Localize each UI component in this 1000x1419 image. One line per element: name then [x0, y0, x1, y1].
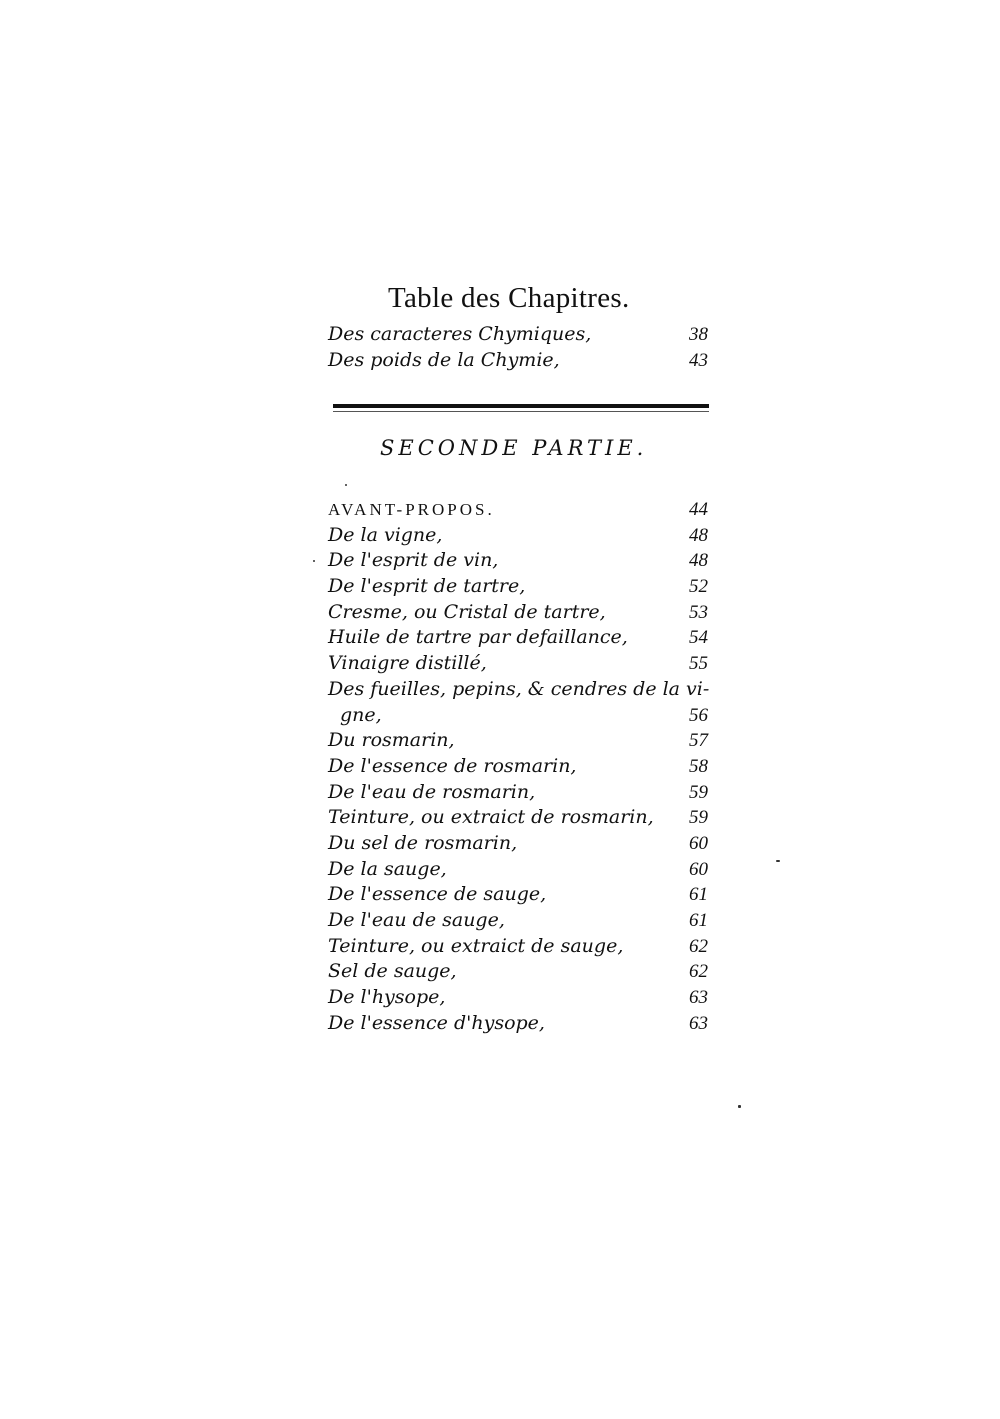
toc-entry-page: 52: [689, 576, 708, 598]
toc-entry-page: 54: [689, 627, 708, 649]
table-of-contents: [328, 497, 716, 1036]
toc-entry-page: 48: [689, 550, 708, 572]
toc-entry-page: 53: [689, 601, 708, 623]
toc-entry: [328, 1011, 716, 1037]
toc-entry-title: De l'eau de rosmarin,: [328, 780, 536, 803]
toc-entry-title: De l'esprit de vin,: [328, 549, 499, 572]
toc-entry: [328, 934, 716, 960]
toc-entry-page: 60: [689, 832, 708, 854]
toc-entry-page: 60: [689, 858, 708, 880]
toc-entry-page: 61: [689, 884, 708, 906]
toc-entry: [328, 625, 716, 651]
toc-entry-page: 62: [689, 935, 708, 957]
toc-entry: [328, 651, 716, 677]
toc-entry-title: AVANT-PROPOS.: [328, 500, 495, 519]
toc-entry: [328, 857, 716, 883]
running-head: Table des Chapitres.: [388, 282, 630, 314]
toc-entry: [328, 831, 716, 857]
toc-entry: [328, 574, 716, 600]
toc-entry-page: 44: [689, 499, 708, 520]
toc-entry: [328, 985, 716, 1011]
toc-entry-page: 58: [689, 755, 708, 777]
table-of-contents-top: [328, 322, 716, 373]
toc-entry-title: Sel de sauge,: [328, 960, 457, 983]
toc-entry-page: 43: [689, 349, 708, 371]
toc-entry-title: Teinture, ou extraict de sauge,: [328, 934, 624, 957]
toc-entry-page: 55: [689, 653, 708, 675]
toc-entry-title: Huile de tartre par defaillance,: [328, 626, 628, 649]
toc-entry-title: Des caracteres Chymiques,: [328, 323, 592, 345]
toc-entry: [328, 703, 716, 729]
toc-entry-title: De l'essence d'hysope,: [328, 1011, 545, 1034]
toc-entry-title: De l'essence de rosmarin,: [328, 754, 577, 777]
toc-entry-title: Cresme, ou Cristal de tartre,: [328, 600, 606, 623]
toc-entry-title: De la vigne,: [328, 523, 443, 546]
toc-entry: [328, 754, 716, 780]
toc-entry: [328, 677, 716, 703]
ink-speck: [345, 484, 347, 486]
toc-entry: [328, 728, 716, 754]
section-divider-rule: [333, 404, 709, 408]
toc-entry-title: Du sel de rosmarin,: [328, 831, 518, 854]
ink-speck: [776, 860, 780, 862]
toc-entry-title: De l'essence de sauge,: [328, 883, 547, 906]
toc-entry: [328, 805, 716, 831]
toc-entry: [328, 882, 716, 908]
toc-entry: [328, 780, 716, 806]
toc-entry: [328, 908, 716, 934]
toc-entry-page: 62: [689, 961, 708, 983]
toc-entry-title: De la sauge,: [328, 857, 447, 880]
toc-entry-page: 63: [689, 1012, 708, 1034]
toc-entry-title: Des fueilles, pepins, & cendres de la vi-: [328, 677, 710, 700]
toc-entry-page: 48: [689, 524, 708, 546]
toc-entry: [328, 959, 716, 985]
toc-entry-title: Des poids de la Chymie,: [328, 348, 560, 371]
toc-entry-title: De l'hysope,: [328, 986, 446, 1009]
toc-entry-page: 59: [689, 807, 708, 829]
toc-entry: [328, 348, 716, 374]
toc-entry-title: De l'esprit de tartre,: [328, 575, 526, 598]
toc-entry-title: Du rosmarin,: [328, 729, 455, 752]
toc-entry-title: Vinaigre distillé,: [328, 652, 487, 675]
toc-entry-page: 38: [689, 324, 708, 345]
toc-entry-title: De l'eau de sauge,: [328, 909, 505, 931]
toc-entry: [328, 523, 716, 549]
toc-entry: [328, 497, 716, 523]
toc-entry-title: Teinture, ou extraict de rosmarin,: [328, 806, 654, 829]
toc-entry-page: 59: [689, 781, 708, 803]
toc-entry-page: 57: [689, 730, 708, 752]
toc-entry: [328, 600, 716, 626]
toc-entry-page: 56: [689, 704, 708, 726]
toc-entry: [328, 322, 716, 348]
section-heading: SECONDE PARTIE.: [380, 436, 648, 460]
toc-entry-page: 63: [689, 987, 708, 1009]
ink-speck: [738, 1105, 741, 1108]
toc-entry-page: 61: [689, 910, 708, 931]
ink-speck: [313, 560, 315, 562]
toc-entry: [328, 548, 716, 574]
toc-entry-title: gne,: [340, 703, 382, 726]
